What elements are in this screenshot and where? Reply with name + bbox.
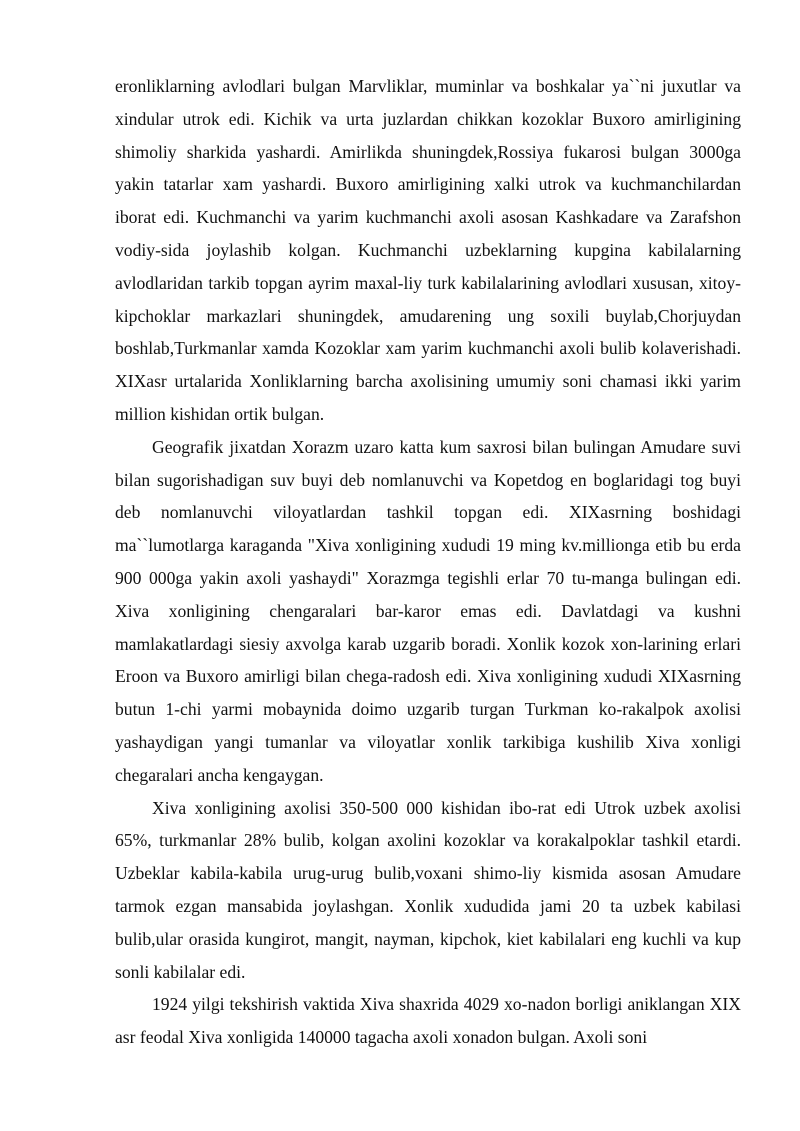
document-page: [115, 70, 741, 1054]
paragraph-2: Geografik jixatdan Xorazm uzaro katta kum saxrosi bilan bulingan Amudare suvi bilan sugorishadigan suv buyi deb nomlanuvchi va Kopetdog en boglaridagi tog buyi deb nomlanuvchi viloyatlardan tashkil topgan edi. XIXasrning boshidagi ma``lumotlarga karaganda "Xiva xonligining xududi 19 ming kv.millionga etib bu erda 900 000ga yakin axoli yashaydi" Xorazmga tegishli erlar 70 tu-manga bulingan edi. Xiva xonligining chengaralari bar-karor emas edi. Davlatdagi va kushni mamlakatlardagi siesiy axvolga karab uzgarib boradi. Xonlik kozok xon-larining erlari Eroon va Buxoro amirligi bilan chega-radosh edi. Xiva xonligining xududi XIXasrning butun 1-chi yarmi mobaynida doimo uzgarib turgan Turkman ko-rakalpok axolisi yashaydigan yangi tumanlar va viloyatlar xonlik tarkibiga kushilib Xiva xonligi chegaralari ancha kengaygan.: [115, 436, 741, 785]
paragraph-1: eronliklarning avlodlari bulgan Marvliklar, muminlar va boshkalar ya``ni juxutlar va xindular utrok edi. Kichik va urta juzlardan chikkan kozoklar Buxoro amirligining shimoliy sharkida yashardi. Amirlikda shuningdek,Rossiya fukarosi bulgan 3000ga yakin tatarlar xam yashardi. Buxoro amirligining xalki utrok va kuchmanchilardan iborat edi. Kuchmanchi va yarim kuchmanchi axoli asosan Kashkadare va Zarafshon vodiy-sida joylashib kolgan. Kuchmanchi uzbeklarning kupgina kabilalarning avlodlaridan tarkib topgan ayrim maxal-liy turk kabilalarining avlodlari xususan, xitoy-kipchoklar markazlari shuningdek, amudarening ung soxili buylab,Chorjuydan boshlab,Turkmanlar xamda Kozoklar xam yarim kuchmanchi axoli bulib kolaverishadi. XIXasr urtalarida Xonliklarning barcha axolisining umumiy soni chamasi ikki yarim million kishidan ortik bulgan.: [115, 76, 741, 424]
paragraph-3: Xiva xonligining axolisi 350-500 000 kishidan ibo-rat edi Utrok uzbek axolisi 65%, turkmanlar 28% bulib, kolgan axolini kozoklar va korakalpoklar tashkil etardi. Uzbeklar kabila-kabila urug-urug bulib,voxani shimo-liy kismida asosan Amudare tarmok ezgan mansabida joylashgan. Xonlik xududida jami 20 ta uzbek kabilasi bulib,ular orasida kungirot, mangit, nayman, kipchok, kiet kabilalari eng kuchli va kup sonli kabilalar edi.: [115, 797, 741, 982]
paragraph-4: 1924 yilgi tekshirish vaktida Xiva shaxrida 4029 xo-nadon borligi aniklangan XIX asr feodal Xiva xonligida 140000 tagacha axoli xonadon bulgan. Axoli soni: [115, 994, 741, 1048]
